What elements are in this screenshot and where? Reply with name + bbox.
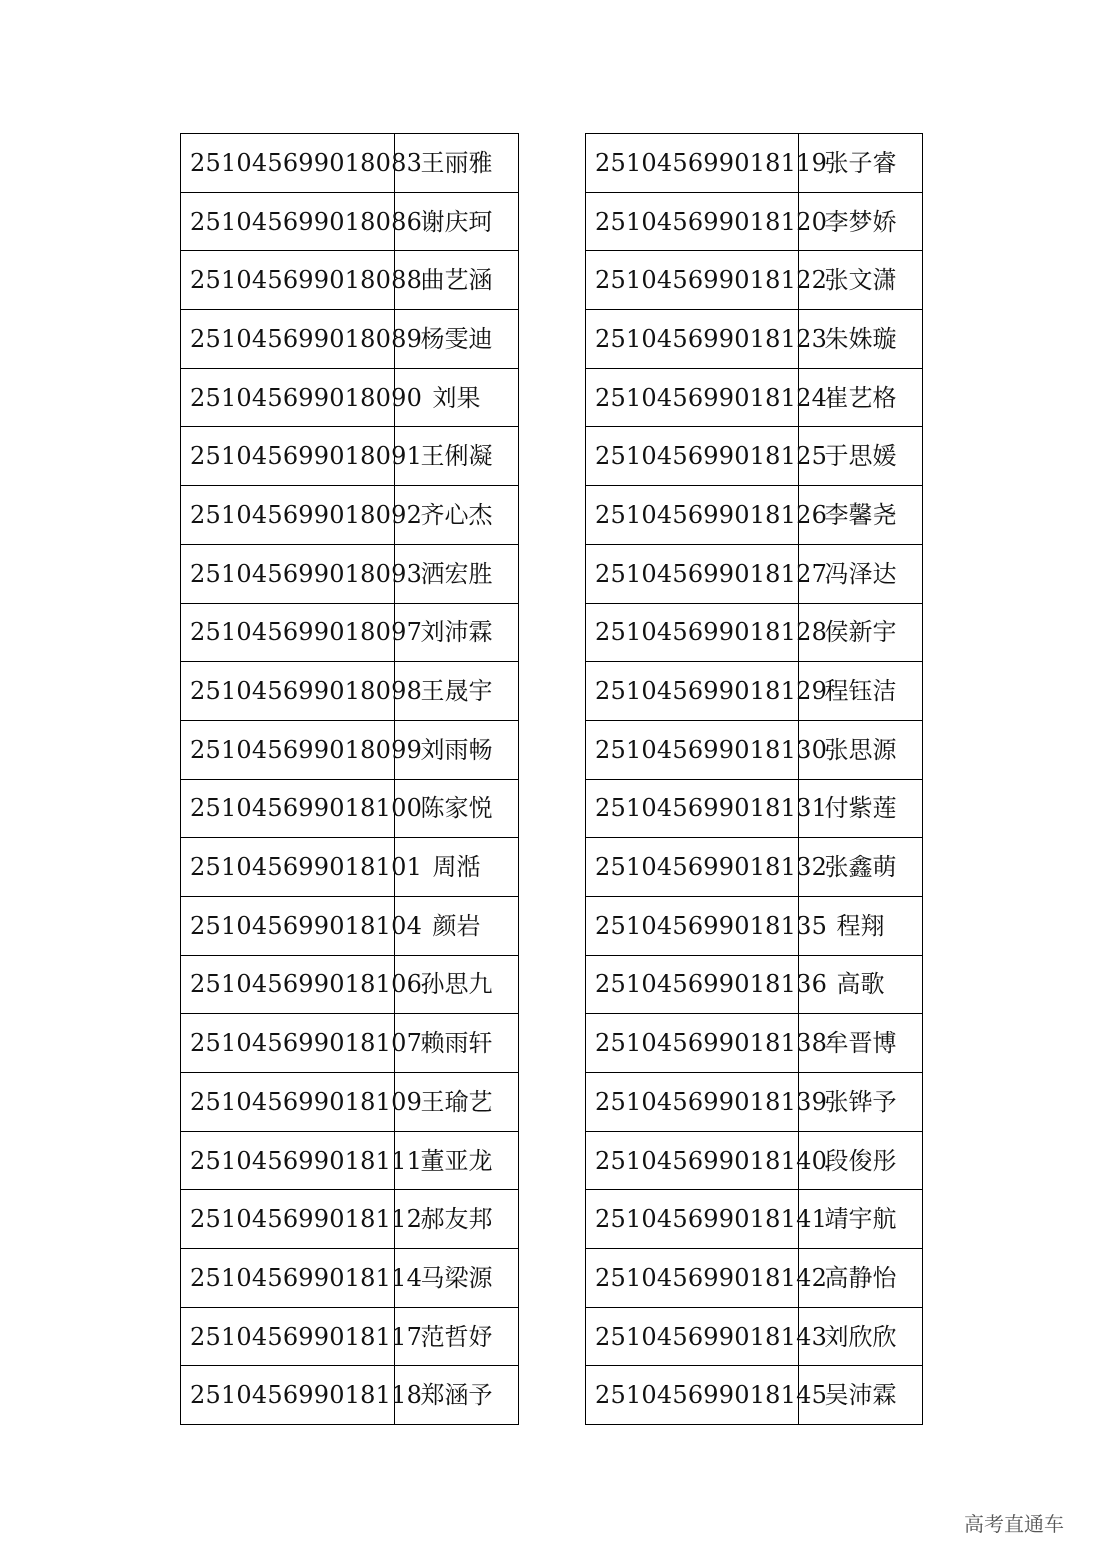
student-name-cell: 侯新宇 (799, 603, 923, 662)
student-name-cell: 于思媛 (799, 427, 923, 486)
student-table-right (585, 133, 923, 1425)
student-name-cell: 李梦娇 (799, 192, 923, 251)
table-row (586, 251, 923, 310)
student-name-cell: 刘沛霖 (395, 603, 519, 662)
student-name-cell: 高歌 (799, 955, 923, 1014)
student-id-cell: 251045699018107 (181, 1014, 395, 1073)
student-id-cell: 251045699018142 (586, 1249, 799, 1308)
student-name-cell: 陈家悦 (395, 779, 519, 838)
student-id-cell: 251045699018136 (586, 955, 799, 1014)
student-id-cell: 251045699018112 (181, 1190, 395, 1249)
table-row (586, 720, 923, 779)
student-name-cell: 段俊彤 (799, 1131, 923, 1190)
table-row (181, 1131, 519, 1190)
student-name-cell: 刘果 (395, 368, 519, 427)
table-row (586, 955, 923, 1014)
student-id-cell: 251045699018127 (586, 544, 799, 603)
table-row (181, 779, 519, 838)
student-id-cell: 251045699018098 (181, 662, 395, 721)
student-id-cell: 251045699018089 (181, 310, 395, 369)
table-row (181, 251, 519, 310)
student-id-cell: 251045699018117 (181, 1307, 395, 1366)
student-id-cell: 251045699018101 (181, 838, 395, 897)
student-id-cell: 251045699018119 (586, 134, 799, 193)
table-row (586, 310, 923, 369)
student-id-cell: 251045699018099 (181, 720, 395, 779)
table-row (181, 368, 519, 427)
student-id-cell: 251045699018118 (181, 1366, 395, 1425)
student-name-cell: 齐心杰 (395, 486, 519, 545)
table-row (181, 1307, 519, 1366)
student-name-cell: 付紫莲 (799, 779, 923, 838)
table-row (181, 192, 519, 251)
table-row (586, 838, 923, 897)
table-row (586, 1014, 923, 1073)
student-id-cell: 251045699018125 (586, 427, 799, 486)
table-row (586, 662, 923, 721)
student-id-cell: 251045699018129 (586, 662, 799, 721)
student-name-cell: 曲艺涵 (395, 251, 519, 310)
table-row (586, 192, 923, 251)
student-id-cell: 251045699018124 (586, 368, 799, 427)
table-row (586, 1073, 923, 1132)
student-id-cell: 251045699018111 (181, 1131, 395, 1190)
table-row (181, 1073, 519, 1132)
student-name-cell: 谢庆珂 (395, 192, 519, 251)
student-name-cell: 王瑜艺 (395, 1073, 519, 1132)
table-row (586, 779, 923, 838)
student-name-cell: 孙思九 (395, 955, 519, 1014)
student-name-cell: 吴沛霖 (799, 1366, 923, 1425)
student-id-cell: 251045699018143 (586, 1307, 799, 1366)
student-id-cell: 251045699018132 (586, 838, 799, 897)
student-name-cell: 杨雯迪 (395, 310, 519, 369)
student-id-cell: 251045699018104 (181, 896, 395, 955)
student-id-cell: 251045699018130 (586, 720, 799, 779)
table-row (181, 720, 519, 779)
student-name-cell: 靖宇航 (799, 1190, 923, 1249)
student-id-cell: 251045699018086 (181, 192, 395, 251)
student-id-cell: 251045699018140 (586, 1131, 799, 1190)
table-row (586, 1366, 923, 1425)
student-name-cell: 马梁源 (395, 1249, 519, 1308)
student-name-cell: 周湉 (395, 838, 519, 897)
table-row (181, 486, 519, 545)
student-name-cell: 张铧予 (799, 1073, 923, 1132)
student-id-cell: 251045699018100 (181, 779, 395, 838)
student-id-cell: 251045699018131 (586, 779, 799, 838)
student-id-cell: 251045699018090 (181, 368, 395, 427)
student-id-cell: 251045699018122 (586, 251, 799, 310)
student-id-cell: 251045699018126 (586, 486, 799, 545)
table-row (586, 1307, 923, 1366)
student-name-cell: 赖雨轩 (395, 1014, 519, 1073)
student-id-cell: 251045699018139 (586, 1073, 799, 1132)
table-row (181, 1014, 519, 1073)
student-name-cell: 王丽雅 (395, 134, 519, 193)
student-id-cell: 251045699018114 (181, 1249, 395, 1308)
table-row (586, 1131, 923, 1190)
student-id-cell: 251045699018083 (181, 134, 395, 193)
table-row (181, 427, 519, 486)
student-name-cell: 朱姝璇 (799, 310, 923, 369)
table-row (586, 603, 923, 662)
student-id-cell: 251045699018123 (586, 310, 799, 369)
student-id-cell: 251045699018145 (586, 1366, 799, 1425)
student-name-cell: 程翔 (799, 896, 923, 955)
student-name-cell: 冯泽达 (799, 544, 923, 603)
table-row (586, 1190, 923, 1249)
student-name-cell: 张子睿 (799, 134, 923, 193)
table-row (181, 662, 519, 721)
student-name-cell: 牟晋博 (799, 1014, 923, 1073)
student-id-cell: 251045699018128 (586, 603, 799, 662)
student-name-cell: 崔艺格 (799, 368, 923, 427)
table-row (181, 955, 519, 1014)
student-id-cell: 251045699018088 (181, 251, 395, 310)
table-row (181, 1249, 519, 1308)
table-row (181, 838, 519, 897)
table-row (586, 486, 923, 545)
table-row (181, 896, 519, 955)
student-name-cell: 刘雨畅 (395, 720, 519, 779)
table-row (181, 603, 519, 662)
student-name-cell: 董亚龙 (395, 1131, 519, 1190)
student-name-cell: 刘欣欣 (799, 1307, 923, 1366)
table-row (586, 134, 923, 193)
student-id-cell: 251045699018106 (181, 955, 395, 1014)
student-name-cell: 王晟宇 (395, 662, 519, 721)
student-name-cell: 李馨尧 (799, 486, 923, 545)
table-row (586, 896, 923, 955)
student-name-cell: 范哲妤 (395, 1307, 519, 1366)
student-name-cell: 洒宏胜 (395, 544, 519, 603)
student-id-cell: 251045699018138 (586, 1014, 799, 1073)
student-id-cell: 251045699018097 (181, 603, 395, 662)
table-row (586, 427, 923, 486)
student-id-cell: 251045699018092 (181, 486, 395, 545)
student-name-cell: 王俐凝 (395, 427, 519, 486)
table-row (181, 310, 519, 369)
student-name-cell: 高静怡 (799, 1249, 923, 1308)
table-row (181, 134, 519, 193)
table-row (181, 1366, 519, 1425)
watermark-text: 高考直通车 (964, 1512, 1064, 1536)
student-id-cell: 251045699018109 (181, 1073, 395, 1132)
student-table-left (180, 133, 519, 1425)
student-name-cell: 张文潇 (799, 251, 923, 310)
student-name-cell: 张鑫萌 (799, 838, 923, 897)
student-id-cell: 251045699018091 (181, 427, 395, 486)
student-id-cell: 251045699018141 (586, 1190, 799, 1249)
table-row (586, 544, 923, 603)
student-name-cell: 郑涵予 (395, 1366, 519, 1425)
table-row (586, 368, 923, 427)
table-row (181, 544, 519, 603)
student-id-cell: 251045699018120 (586, 192, 799, 251)
student-name-cell: 颜岩 (395, 896, 519, 955)
table-row (181, 1190, 519, 1249)
student-id-cell: 251045699018093 (181, 544, 395, 603)
student-name-cell: 张思源 (799, 720, 923, 779)
table-row (586, 1249, 923, 1308)
student-name-cell: 郝友邦 (395, 1190, 519, 1249)
student-id-cell: 251045699018135 (586, 896, 799, 955)
student-name-cell: 程钰洁 (799, 662, 923, 721)
